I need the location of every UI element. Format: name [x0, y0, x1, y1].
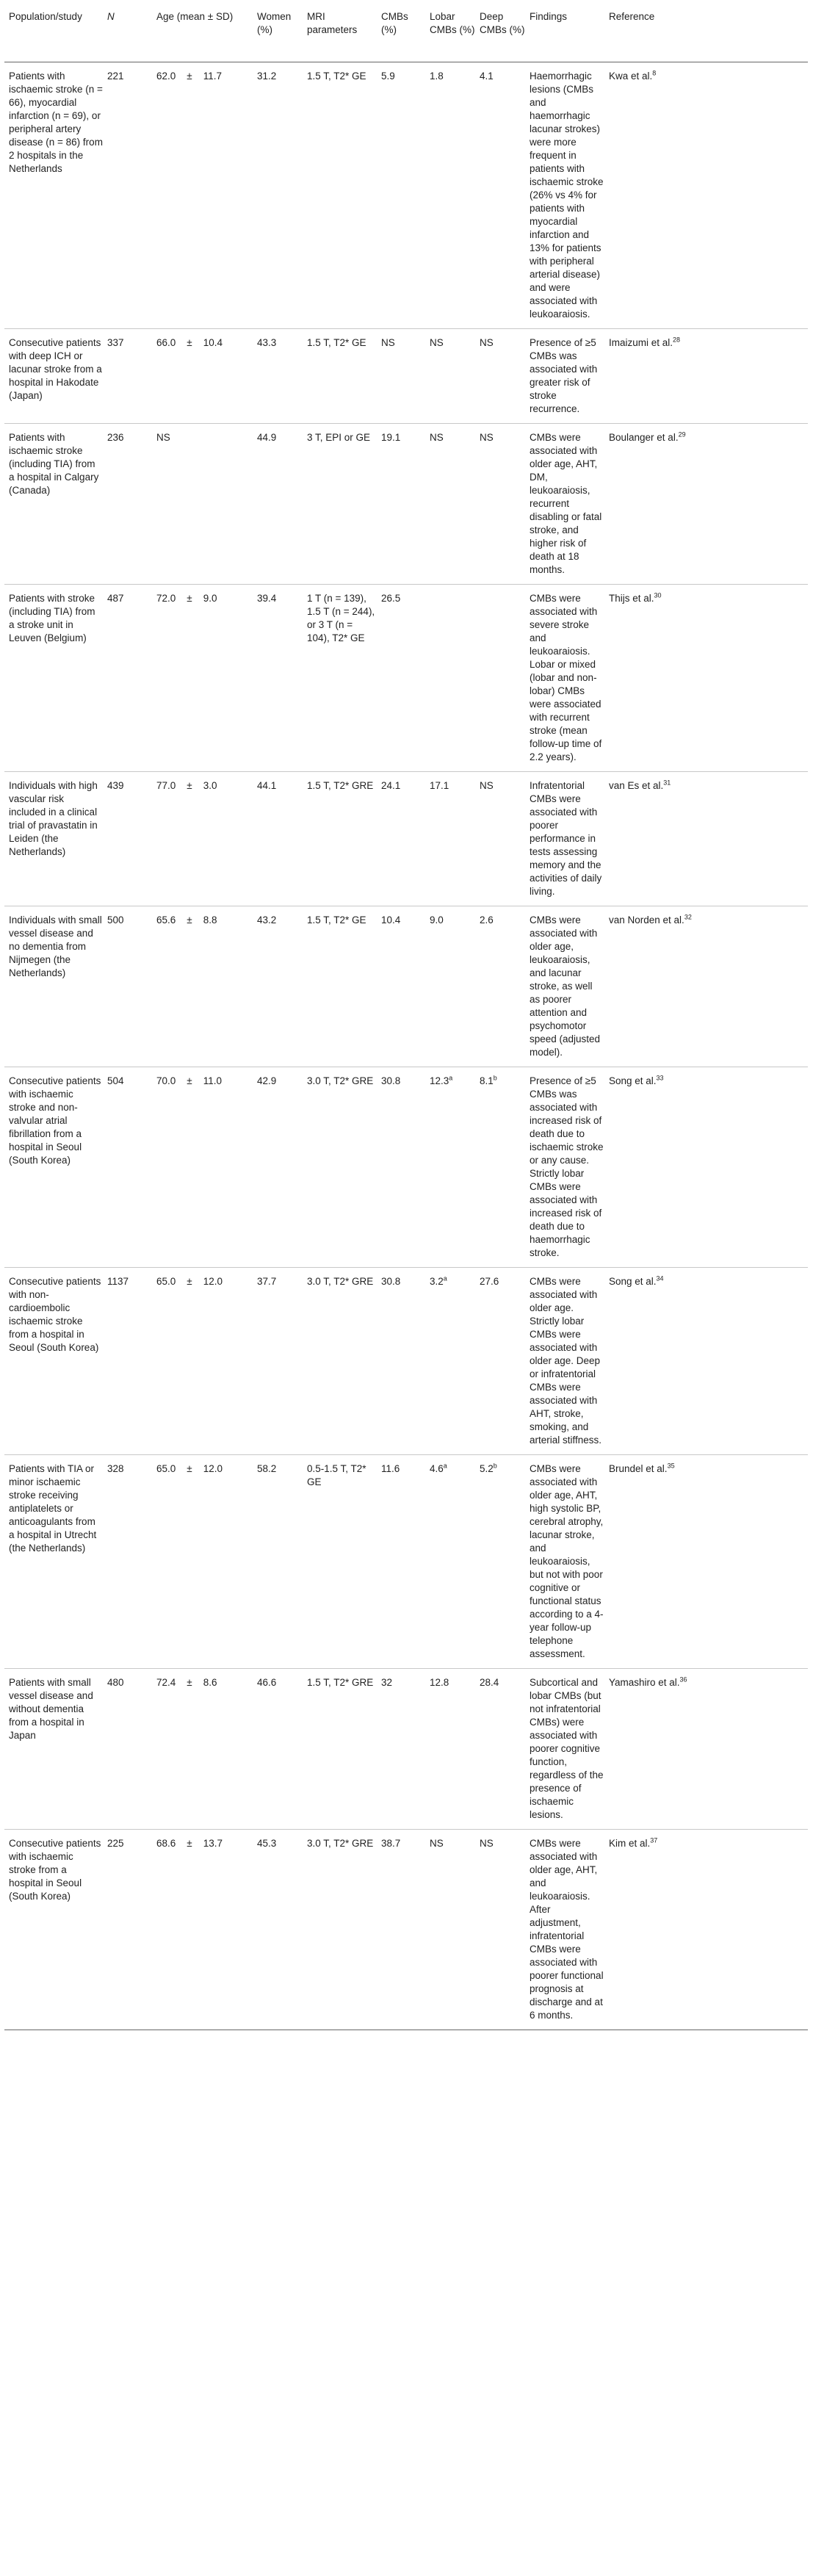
cmbs-value: 30.8 [381, 1276, 401, 1287]
cell-age [152, 1830, 253, 2030]
n-value: 504 [107, 1075, 124, 1086]
cmbs-value: 32 [381, 1677, 393, 1688]
lobar-value: 12.8 [430, 1677, 449, 1688]
lobar-value: 4.6 [430, 1463, 444, 1474]
age-mean: 68.6 [156, 1838, 176, 1849]
cell-n [103, 772, 152, 906]
cell-lobar [425, 1669, 475, 1830]
population-text: Individuals with small vessel disease and no dementia from Nijmegen (the Netherlands) [9, 914, 102, 978]
cell-population [4, 62, 103, 329]
findings-text: CMBs were associated with severe stroke and leukoaraiosis. Lobar or mixed (lobar and non-lobar) CMBs were associated with recurrent stroke (mean follow-up time of 2.2 years). [530, 593, 602, 762]
reference-text: van Es et al. [609, 780, 664, 791]
deep-value: NS [480, 780, 494, 791]
findings-text: Subcortical and lobar CMBs (but not infratentorial CMBs) were associated with poorer cognitive function, regardless of the presence of ischaemic lesions. [530, 1677, 604, 1820]
cell-reference [604, 1268, 808, 1455]
cell-mri [303, 1067, 377, 1268]
cell-age [152, 329, 253, 424]
cell-mri [303, 1669, 377, 1830]
cell-deep [475, 1268, 525, 1455]
age-sd: 12.0 [203, 1276, 223, 1287]
deep-footnote: b [493, 1462, 497, 1470]
reference-number: 37 [650, 1836, 658, 1844]
cell-deep [475, 1830, 525, 2030]
table-row [4, 1830, 808, 2030]
women-value: 39.4 [257, 593, 277, 604]
cell-lobar [425, 906, 475, 1067]
table-row [4, 585, 808, 772]
cell-women [253, 1268, 303, 1455]
n-value: 439 [107, 780, 124, 791]
table-row [4, 424, 808, 585]
cell-women [253, 906, 303, 1067]
table-row [4, 906, 808, 1067]
n-value: 221 [107, 71, 124, 82]
n-value: 328 [107, 1463, 124, 1474]
cell-n [103, 329, 152, 424]
mri-text: 3.0 T, T2* GRE [307, 1075, 374, 1086]
cell-lobar [425, 772, 475, 906]
cell-women [253, 772, 303, 906]
reference-text: Song et al. [609, 1075, 657, 1086]
cell-cmbs [377, 329, 425, 424]
cell-cmbs [377, 424, 425, 585]
age-sd: 3.0 [203, 780, 217, 791]
cmbs-value: 19.1 [381, 432, 401, 443]
reference-number: 32 [684, 913, 692, 921]
table-row [4, 329, 808, 424]
cell-deep [475, 585, 525, 772]
reference-number: 36 [679, 1675, 687, 1684]
age-pm: ± [187, 914, 192, 926]
women-value: 46.6 [257, 1677, 277, 1688]
cell-reference [604, 1669, 808, 1830]
deep-value: NS [480, 432, 494, 443]
mri-text: 3.0 T, T2* GRE [307, 1276, 374, 1287]
women-value: 43.3 [257, 337, 277, 348]
lobar-footnote: a [443, 1462, 447, 1470]
deep-footnote: b [493, 1074, 497, 1082]
population-text: Individuals with high vascular risk included in a clinical trial of pravastatin in Leiden (the Netherlands) [9, 780, 98, 857]
women-value: 37.7 [257, 1276, 277, 1287]
women-value: 43.2 [257, 914, 277, 926]
cell-reference [604, 62, 808, 329]
reference-number: 35 [667, 1462, 675, 1470]
cell-n [103, 1067, 152, 1268]
cell-cmbs [377, 62, 425, 329]
age-mean: 65.6 [156, 914, 176, 926]
population-text: Patients with stroke (including TIA) from a stroke unit in Leuven (Belgium) [9, 593, 95, 643]
cell-cmbs [377, 1669, 425, 1830]
cell-reference [604, 1455, 808, 1669]
deep-value: NS [480, 337, 494, 348]
cell-findings [525, 62, 604, 329]
header-women: Women (%) [253, 0, 303, 62]
cell-mri [303, 424, 377, 585]
reference-text: Kwa et al. [609, 71, 653, 82]
lobar-value: 17.1 [430, 780, 449, 791]
cell-lobar [425, 1830, 475, 2030]
cmbs-value: 24.1 [381, 780, 401, 791]
table-row [4, 772, 808, 906]
reference-number: 28 [673, 336, 681, 344]
cell-reference [604, 772, 808, 906]
age-sd: 13.7 [203, 1838, 223, 1849]
cell-n [103, 1268, 152, 1455]
cell-cmbs [377, 772, 425, 906]
lobar-value: 1.8 [430, 71, 444, 82]
age-pm: ± [187, 780, 192, 791]
reference-text: van Norden et al. [609, 914, 684, 926]
deep-value: 4.1 [480, 71, 494, 82]
lobar-value: NS [430, 432, 444, 443]
age-pm: ± [187, 1463, 192, 1474]
deep-value: 5.2 [480, 1463, 494, 1474]
cell-cmbs [377, 906, 425, 1067]
mri-text: 1.5 T, T2* GE [307, 337, 366, 348]
cmbs-value: 26.5 [381, 593, 401, 604]
age-mean: 72.4 [156, 1677, 176, 1688]
cell-reference [604, 329, 808, 424]
cell-n [103, 1669, 152, 1830]
mri-text: 3.0 T, T2* GRE [307, 1838, 374, 1849]
age-sd: 11.7 [203, 71, 223, 82]
women-value: 58.2 [257, 1463, 277, 1474]
age-sd: 8.6 [203, 1677, 217, 1688]
cell-deep [475, 62, 525, 329]
cell-findings [525, 585, 604, 772]
findings-text: CMBs were associated with older age, leukoaraiosis, and lacunar stroke, as well as poorer attention and psychomotor speed (adjusted model). [530, 914, 601, 1058]
cell-findings [525, 772, 604, 906]
cell-deep [475, 1067, 525, 1268]
cell-deep [475, 424, 525, 585]
cell-n [103, 906, 152, 1067]
women-value: 42.9 [257, 1075, 277, 1086]
cell-lobar [425, 1067, 475, 1268]
cell-n [103, 1455, 152, 1669]
cell-age [152, 1268, 253, 1455]
cell-findings [525, 1268, 604, 1455]
cell-age [152, 1455, 253, 1669]
cell-cmbs [377, 1455, 425, 1669]
age-mean: 66.0 [156, 337, 176, 348]
cmbs-value: 11.6 [381, 1463, 400, 1474]
age-sd: 10.4 [203, 337, 223, 348]
header-cmbs: CMBs (%) [377, 0, 425, 62]
cell-mri [303, 329, 377, 424]
age-sd: 12.0 [203, 1463, 223, 1474]
lobar-value: 9.0 [430, 914, 444, 926]
cell-mri [303, 585, 377, 772]
cell-deep [475, 1455, 525, 1669]
deep-value: 28.4 [480, 1677, 499, 1688]
lobar-value: NS [430, 337, 444, 348]
cell-reference [604, 906, 808, 1067]
findings-text: CMBs were associated with older age, AHT, high systolic BP, cerebral atrophy, lacunar stroke, and leukoaraiosis, but not with poor cognitive or functional status according to a 4-year follow-up telephone assessment. [530, 1463, 604, 1659]
cell-population [4, 424, 103, 585]
cell-population [4, 585, 103, 772]
cell-deep [475, 906, 525, 1067]
women-value: 44.1 [257, 780, 277, 791]
header-n: N [103, 0, 152, 62]
cell-deep [475, 772, 525, 906]
population-text: Patients with ischaemic stroke (including TIA) from a hospital in Calgary (Canada) [9, 432, 99, 496]
population-text: Consecutive patients with deep ICH or lacunar stroke from a hospital in Hakodate (Japan) [9, 337, 102, 401]
cell-cmbs [377, 585, 425, 772]
cell-mri [303, 62, 377, 329]
n-value: 337 [107, 337, 124, 348]
cmbs-value: 10.4 [381, 914, 401, 926]
mri-text: 0.5-1.5 T, T2* GE [307, 1463, 366, 1487]
table-container [4, 0, 808, 2030]
age-sd: 8.8 [203, 914, 217, 926]
findings-text: Presence of ≥5 CMBs was associated with increased risk of death due to ischaemic stroke or any cause. Strictly lobar CMBs were associated with increased risk of death due to haemorrhagic stroke. [530, 1075, 604, 1258]
age-sd: 11.0 [203, 1075, 223, 1086]
cell-findings [525, 1669, 604, 1830]
cell-population [4, 906, 103, 1067]
cmbs-value: 38.7 [381, 1838, 401, 1849]
cell-age [152, 424, 253, 585]
population-text: Patients with ischaemic stroke (n = 66), myocardial infarction (n = 69), or peripheral artery disease (n = 86) from 2 hospitals in the Netherlands [9, 71, 103, 174]
cell-women [253, 1830, 303, 2030]
header-age: Age (mean ± SD) [152, 0, 253, 62]
cell-cmbs [377, 1067, 425, 1268]
deep-value: 27.6 [480, 1276, 499, 1287]
cell-mri [303, 906, 377, 1067]
reference-number: 8 [652, 69, 657, 77]
table-row [4, 1067, 808, 1268]
table-row [4, 1268, 808, 1455]
population-text: Consecutive patients with ischaemic stroke and non-valvular atrial fibrillation from a hospital in Seoul (South Korea) [9, 1075, 101, 1166]
cell-women [253, 62, 303, 329]
cell-reference [604, 1067, 808, 1268]
women-value: 31.2 [257, 71, 277, 82]
age-pm: ± [187, 1677, 192, 1688]
findings-text: Presence of ≥5 CMBs was associated with greater risk of stroke recurrence. [530, 337, 598, 414]
header-population: Population/study [4, 0, 103, 62]
findings-text: Infratentorial CMBs were associated with poorer performance in tests assessing memory and the activities of daily living. [530, 780, 602, 897]
age-pm: ± [187, 1075, 192, 1086]
header-lobar-cmbs: Lobar CMBs (%) [425, 0, 475, 62]
age-mean: 62.0 [156, 71, 176, 82]
n-value: 1137 [107, 1276, 129, 1287]
reference-number: 31 [663, 779, 671, 787]
age-mean: 65.0 [156, 1276, 176, 1287]
reference-text: Kim et al. [609, 1838, 651, 1849]
reference-text: Imaizumi et al. [609, 337, 673, 348]
reference-number: 34 [656, 1274, 664, 1282]
cell-population [4, 329, 103, 424]
cell-population [4, 772, 103, 906]
cell-women [253, 1669, 303, 1830]
header-mri: MRI parameters [303, 0, 377, 62]
reference-number: 33 [656, 1074, 664, 1082]
mri-text: 1 T (n = 139), 1.5 T (n = 244), or 3 T (n = 104), T2* GE [307, 593, 375, 643]
deep-value: 2.6 [480, 914, 494, 926]
lobar-value: NS [430, 1838, 444, 1849]
cell-women [253, 1455, 303, 1669]
n-value: 487 [107, 593, 124, 604]
n-value: 480 [107, 1677, 124, 1688]
cell-age [152, 585, 253, 772]
table-row [4, 1669, 808, 1830]
age-pm: ± [187, 593, 192, 604]
cell-deep [475, 329, 525, 424]
cell-age [152, 1067, 253, 1268]
cell-women [253, 585, 303, 772]
cell-findings [525, 424, 604, 585]
reference-text: Yamashiro et al. [609, 1677, 680, 1688]
cell-population [4, 1669, 103, 1830]
women-value: 45.3 [257, 1838, 277, 1849]
lobar-value: 3.2 [430, 1276, 444, 1287]
cell-findings [525, 1067, 604, 1268]
deep-value: 8.1 [480, 1075, 494, 1086]
age-mean: 72.0 [156, 593, 176, 604]
population-text: Consecutive patients with non-cardioembolic ischaemic stroke from a hospital in Seoul (South Korea) [9, 1276, 101, 1353]
age-pm: ± [187, 337, 192, 348]
reference-text: Song et al. [609, 1276, 657, 1287]
deep-value: NS [480, 1838, 494, 1849]
cmbs-value: 30.8 [381, 1075, 401, 1086]
cell-reference [604, 1830, 808, 2030]
cmbs-value: 5.9 [381, 71, 395, 82]
findings-text: CMBs were associated with older age. Strictly lobar CMBs were associated with older age. Deep or infratentorial CMBs were associated with AHT, stroke, smoking, and arterial stiffness. [530, 1276, 602, 1446]
cell-n [103, 424, 152, 585]
n-value: 236 [107, 432, 124, 443]
cell-population [4, 1830, 103, 2030]
cmbs-value: NS [381, 337, 395, 348]
findings-text: CMBs were associated with older age, AHT, and leukoaraiosis. After adjustment, infratentorial CMBs were associated with poorer functional prognosis at discharge and at 6 months. [530, 1838, 604, 2021]
cell-findings [525, 1830, 604, 2030]
header-row [4, 0, 808, 62]
cell-population [4, 1067, 103, 1268]
age-pm: ± [187, 1276, 192, 1287]
reference-number: 30 [654, 591, 662, 599]
lobar-footnote: a [443, 1274, 447, 1282]
cell-cmbs [377, 1830, 425, 2030]
reference-number: 29 [678, 430, 686, 439]
cell-mri [303, 1830, 377, 2030]
mri-text: 1.5 T, T2* GE [307, 71, 366, 82]
cell-n [103, 1830, 152, 2030]
mri-text: 1.5 T, T2* GRE [307, 780, 374, 791]
cell-deep [475, 1669, 525, 1830]
mri-text: 1.5 T, T2* GE [307, 914, 366, 926]
cell-women [253, 424, 303, 585]
mri-text: 3 T, EPI or GE [307, 432, 371, 443]
cell-women [253, 329, 303, 424]
cell-findings [525, 906, 604, 1067]
lobar-value: 12.3 [430, 1075, 449, 1086]
table-row [4, 62, 808, 329]
women-value: 44.9 [257, 432, 277, 443]
population-text: Consecutive patients with ischaemic stroke from a hospital in Seoul (South Korea) [9, 1838, 101, 1902]
cell-age [152, 772, 253, 906]
cell-reference [604, 424, 808, 585]
cell-n [103, 585, 152, 772]
population-text: Patients with TIA or minor ischaemic stroke receiving antiplatelets or anticoagulants from a hospital in Utrecht (the Netherlands) [9, 1463, 97, 1554]
age-sd: 9.0 [203, 593, 217, 604]
cell-age [152, 1669, 253, 1830]
n-value: 500 [107, 914, 124, 926]
header-reference: Reference [604, 0, 808, 62]
cell-lobar [425, 424, 475, 585]
reference-text: Boulanger et al. [609, 432, 679, 443]
cell-women [253, 1067, 303, 1268]
cell-lobar [425, 62, 475, 329]
cell-findings [525, 1455, 604, 1669]
cell-lobar [425, 329, 475, 424]
cell-lobar [425, 1268, 475, 1455]
age-mean: 70.0 [156, 1075, 176, 1086]
age-mean: NS [156, 432, 170, 443]
cmb-studies-table [4, 0, 808, 2030]
cell-lobar [425, 1455, 475, 1669]
cell-age [152, 62, 253, 329]
reference-text: Thijs et al. [609, 593, 654, 604]
age-mean: 65.0 [156, 1463, 176, 1474]
age-pm: ± [187, 71, 192, 82]
cell-findings [525, 329, 604, 424]
mri-text: 1.5 T, T2* GRE [307, 1677, 374, 1688]
n-value: 225 [107, 1838, 124, 1849]
lobar-footnote: a [449, 1074, 453, 1082]
cell-population [4, 1455, 103, 1669]
findings-text: CMBs were associated with older age, AHT, DM, leukoaraiosis, recurrent disabling or fatal stroke, and higher risk of death at 18 months. [530, 432, 602, 575]
cell-population [4, 1268, 103, 1455]
table-row [4, 1455, 808, 1669]
cell-mri [303, 1268, 377, 1455]
cell-mri [303, 772, 377, 906]
table-body [4, 62, 808, 2030]
cell-age [152, 906, 253, 1067]
reference-text: Brundel et al. [609, 1463, 668, 1474]
population-text: Patients with small vessel disease and without dementia from a hospital in Japan [9, 1677, 93, 1741]
cell-mri [303, 1455, 377, 1669]
cell-n [103, 62, 152, 329]
age-mean: 77.0 [156, 780, 176, 791]
header-findings: Findings [525, 0, 604, 62]
cell-cmbs [377, 1268, 425, 1455]
header-deep-cmbs: Deep CMBs (%) [475, 0, 525, 62]
findings-text: Haemorrhagic lesions (CMBs and haemorrhagic lacunar strokes) were more frequent in patients with ischaemic stroke (26% vs 4% for patients with myocardial infarction and 13% for patients with peripheral arterial disease) and were associated with leukoaraiosis. [530, 71, 604, 320]
cell-reference [604, 585, 808, 772]
age-pm: ± [187, 1838, 192, 1849]
cell-lobar [425, 585, 475, 772]
